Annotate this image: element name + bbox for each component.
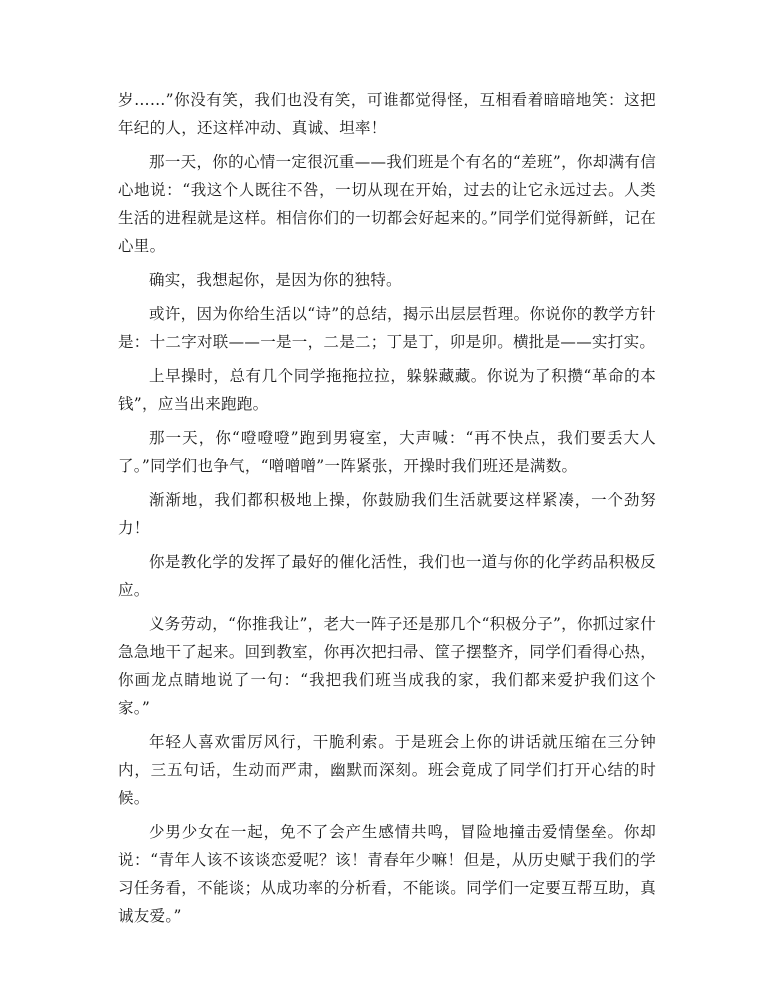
paragraph-9: 义务劳动，“你推我让”，老大一阵子还是那几个“积极分子”，你抓过家什急急地干了起来。回到教室，你再次把扫帚、筐子摆整齐，同学们看得心热，你画龙点睛地说了一句：“我把我们班当成我的家，我们都来爱护我们这个家。” [118, 615, 656, 717]
paragraph-10: 年轻人喜欢雷厉风行，干脆利索。于是班会上你的讲话就压缩在三分钟内，三五句话，生动而严肃，幽默而深刻。班会竟成了同学们打开心结的时候。 [118, 733, 656, 807]
paragraph-7: 渐渐地，我们都积极地上操，你鼓励我们生活就要这样紧凑，一个劲努力！ [118, 491, 656, 537]
paragraph-8: 你是教化学的发挥了最好的催化活性，我们也一道与你的化学药品积极反应。 [118, 553, 656, 599]
paragraph-3: 确实，我想起你，是因为你的独特。 [149, 271, 402, 289]
paragraph-11: 少男少女在一起，免不了会产生感情共鸣，冒险地撞击爱情堡垒。你却说：“青年人该不该谈恋爱呢？该！青春年少嘛！但是，从历史赋于我们的学习任务看，不能谈；从成功率的分析看，不能谈。同学们一定要互帮互助，真诚友爱。” [118, 823, 656, 925]
paragraph-5: 上早操时，总有几个同学拖拖拉拉，躲躲藏藏。你说为了积攒“革命的本钱”，应当出来跑跑。 [118, 367, 656, 413]
paragraph-4: 或许，因为你给生活以“诗”的总结，揭示出层层哲理。你说你的教学方针是：十二字对联——一是一，二是二；丁是丁，卯是卯。横批是——实打实。 [118, 305, 656, 351]
paragraph-2: 那一天，你的心情一定很沉重——我们班是个有名的“差班”，你却满有信心地说：“我这个人既往不咎，一切从现在开始，过去的让它永远过去。人类生活的进程就是这样。相信你们的一切都会好起来的。”同学们觉得新鲜，记在心里。 [118, 153, 656, 255]
paragraph-1: 岁……”你没有笑，我们也没有笑，可谁都觉得怪，互相看着暗暗地笑：这把年纪的人，还这样冲动、真诚、坦率！ [118, 91, 656, 137]
document-body [118, 86, 656, 936]
paragraph-6: 那一天，你“噔噔噔”跑到男寝室，大声喊：“再不快点，我们要丢大人了。”同学们也争气，“噌噌噌”一阵紧张，开操时我们班还是满数。 [118, 429, 656, 475]
